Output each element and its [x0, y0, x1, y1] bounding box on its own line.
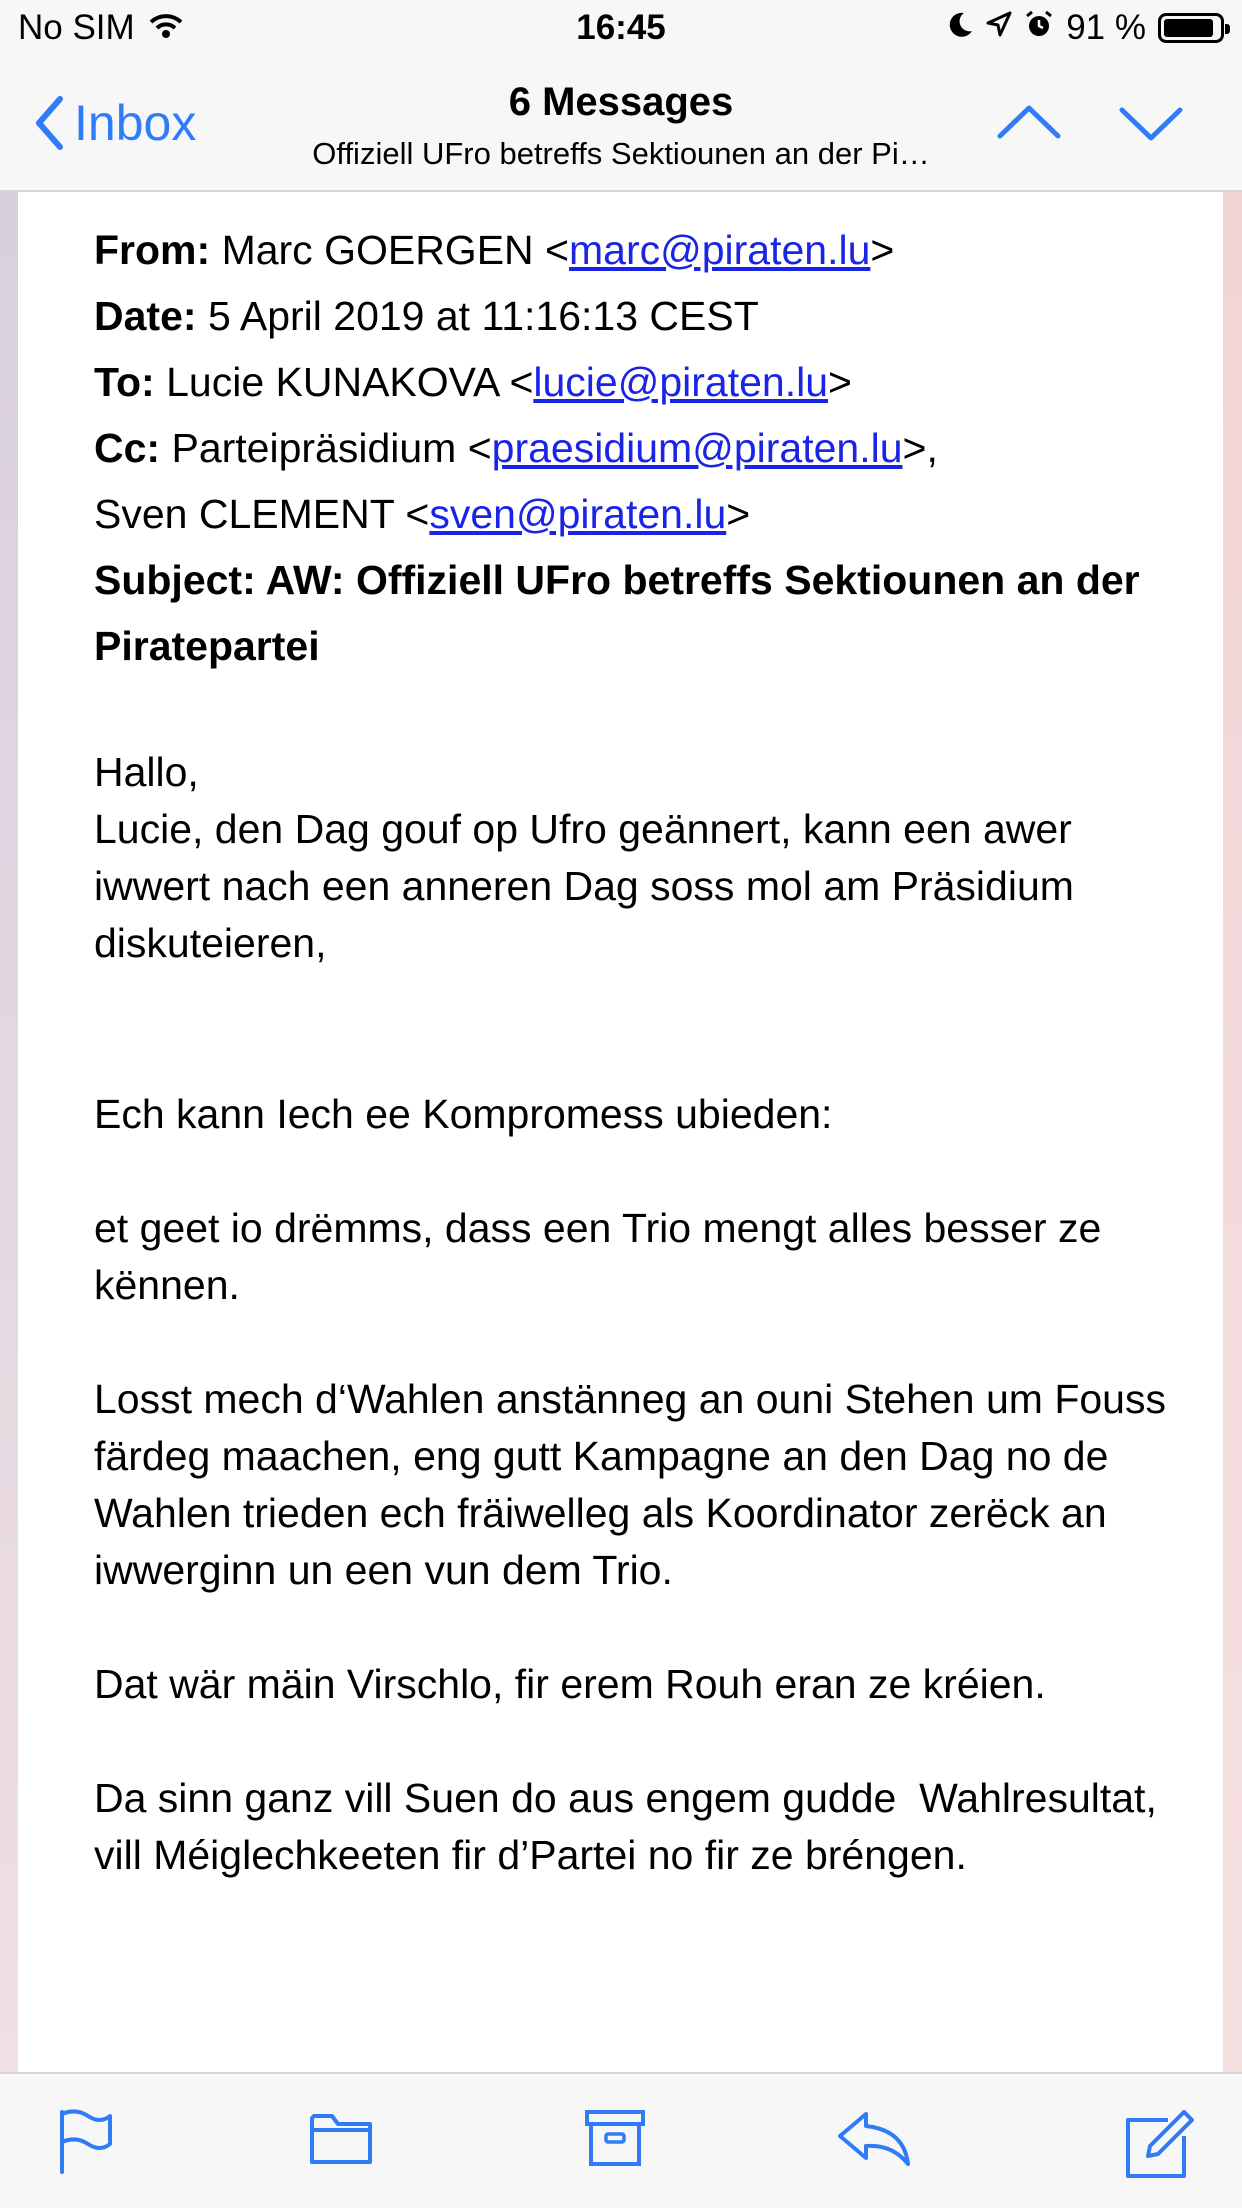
- to-email-link[interactable]: lucie@piraten.lu: [533, 359, 828, 405]
- to-row: To: Lucie KUNAKOVA <lucie@piraten.lu>: [94, 359, 852, 405]
- reply-button[interactable]: [836, 2108, 916, 2173]
- body-paragraph-2: Ech kann Iech ee Kompromess ubieden:: [94, 1091, 833, 1137]
- left-edge: [0, 192, 18, 2072]
- body-paragraph-3: et geet io drëmms, dass een Trio mengt alles besser ze kënnen.: [94, 1205, 1113, 1308]
- location-icon: [986, 8, 1012, 48]
- from-row: From: Marc GOERGEN <marc@piraten.lu>: [94, 227, 895, 273]
- body-greeting: Hallo,: [94, 749, 199, 795]
- cc-row: Cc: Parteipräsidium <praesidium@piraten.lu>, Sven CLEMENT <sven@piraten.lu>: [94, 425, 938, 537]
- bottom-toolbar: [0, 2072, 1242, 2208]
- subject-value: AW: Offiziell UFro betreffs Sektiounen an der Piratepartei: [94, 557, 1140, 669]
- previous-message-button[interactable]: [994, 98, 1064, 153]
- to-label: To:: [94, 359, 155, 405]
- back-button[interactable]: [34, 94, 196, 152]
- message-headers: [94, 217, 1174, 679]
- cc-label: Cc:: [94, 425, 161, 471]
- back-label: Inbox: [74, 95, 197, 151]
- folder-icon: [308, 2108, 374, 2168]
- cc-name-2: Sven CLEMENT <: [94, 491, 430, 537]
- date-row: [94, 283, 1174, 349]
- nav-bar: [0, 62, 1242, 192]
- compose-icon: [1122, 2108, 1196, 2182]
- battery-percent: 91 %: [1066, 8, 1146, 47]
- battery-icon: [1158, 13, 1224, 43]
- body-paragraph-6: Da sinn ganz vill Suen do aus engem gudde Wahlresultat, vill Méiglechkeeten fir d’Partei no fir ze bréngen.: [94, 1775, 1169, 1878]
- chevron-left-icon: [34, 95, 64, 151]
- from-label: From:: [94, 227, 211, 273]
- compose-button[interactable]: [1122, 2108, 1196, 2187]
- body-paragraph-4: Losst mech d‘Wahlen anstänneg an ouni Stehen um Fouss färdeg maachen, eng gutt Kampagne an den Dag no de Wahlen trieden ech fräiwelleg als Koordinator zerëck an iwwerginn un een vun dem Trio.: [94, 1376, 1178, 1593]
- alarm-icon: [1024, 8, 1054, 48]
- flag-icon: [56, 2108, 116, 2174]
- subject-label: Subject:: [94, 557, 256, 603]
- to-name: Lucie KUNAKOVA <: [166, 359, 534, 405]
- wifi-icon: [149, 8, 183, 48]
- subject-row: [94, 547, 1174, 679]
- flag-button[interactable]: [56, 2108, 116, 2179]
- from-email-link[interactable]: marc@piraten.lu: [568, 227, 871, 273]
- body-paragraph-5: Dat wär mäin Virschlo, fir erem Rouh eran ze kréien.: [94, 1661, 1046, 1707]
- chevron-down-icon: [1116, 98, 1186, 148]
- next-message-button[interactable]: [1116, 98, 1186, 153]
- date-label: Date:: [94, 293, 197, 339]
- status-left: [18, 8, 183, 48]
- status-time: 16:45: [576, 8, 666, 47]
- right-edge: [1223, 192, 1242, 2072]
- page-title: 6 Messages: [508, 80, 734, 124]
- from-name: Marc GOERGEN <: [221, 227, 569, 273]
- archive-icon: [584, 2108, 646, 2168]
- cc-name-1: Parteipräsidium <: [171, 425, 492, 471]
- move-to-folder-button[interactable]: [308, 2108, 374, 2173]
- status-right: [948, 8, 1224, 48]
- thread-subtitle: Offiziell UFro betreffs Sektiounen an der Pi…: [312, 136, 930, 171]
- archive-button[interactable]: [584, 2108, 646, 2173]
- cc-email-link-1[interactable]: praesidium@piraten.lu: [491, 425, 903, 471]
- body-paragraph-1: Lucie, den Dag gouf op Ufro geännert, kann een awer iwwert nach een anneren Dag soss mol am Präsidium diskuteieren,: [94, 806, 1086, 966]
- message-view[interactable]: [18, 192, 1223, 2072]
- chevron-up-icon: [994, 98, 1064, 148]
- reply-icon: [836, 2108, 916, 2168]
- date-value: 5 April 2019 at 11:16:13 CEST: [207, 293, 759, 339]
- battery-fill: [1164, 19, 1213, 37]
- message-body: [94, 744, 1184, 1884]
- cc-email-link-2[interactable]: sven@piraten.lu: [429, 491, 727, 537]
- carrier-label: No SIM: [18, 8, 135, 47]
- moon-icon: [948, 8, 974, 48]
- status-bar: [0, 0, 1242, 62]
